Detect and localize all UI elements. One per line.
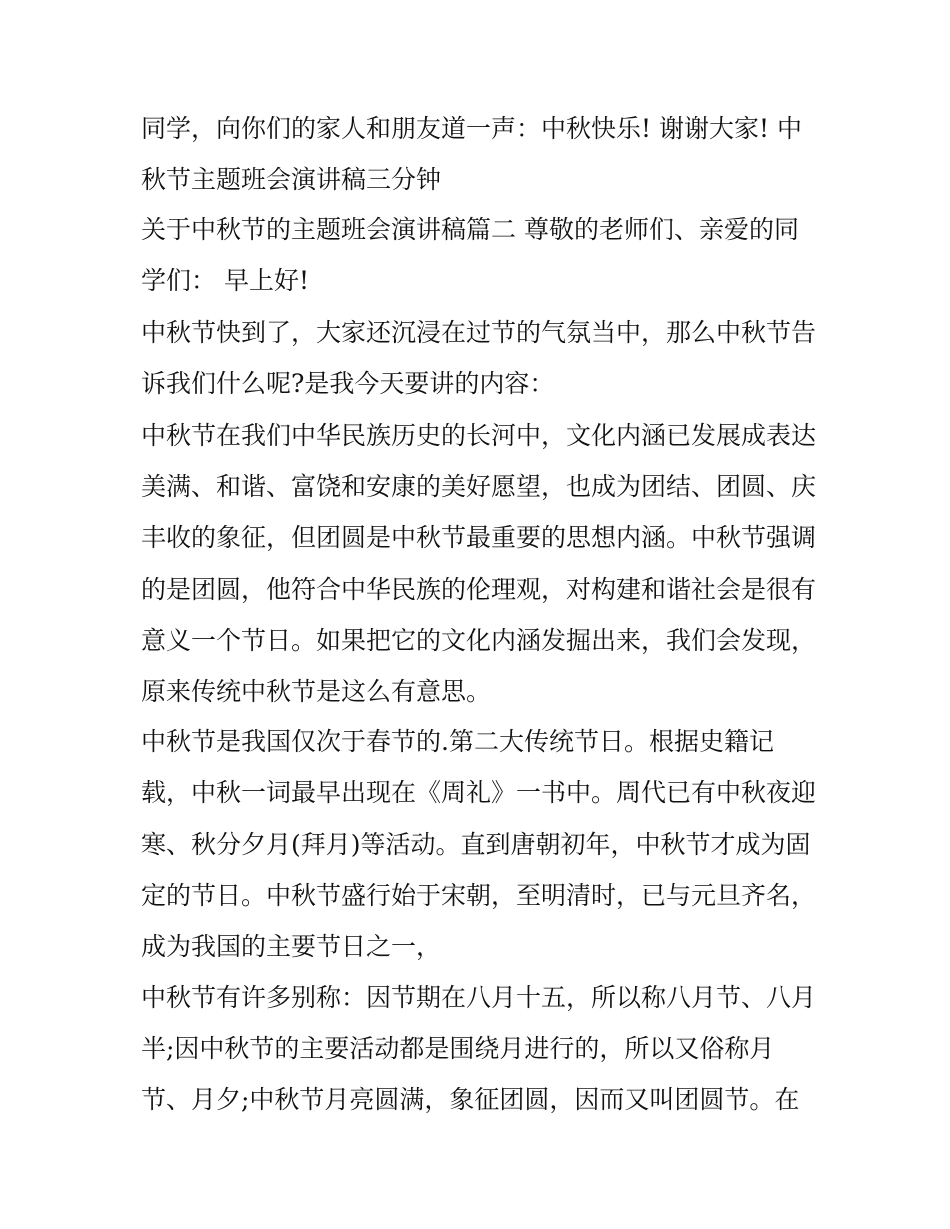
text-line: 定的节日。中秋节盛行始于宋朝，至明清时，已与元旦齐名， (141, 881, 817, 910)
text-line: 秋节主题班会演讲稿三分钟 (141, 165, 442, 194)
text-line: 原来传统中秋节是这么有意思。 (141, 677, 492, 706)
text-line: 寒、秋分夕月(拜月)等活动。直到唐朝初年，中秋节才成为固 (141, 830, 811, 859)
text-line: 半;因中秋节的主要活动都是围绕月进行的，所以又俗称月 (141, 1034, 775, 1063)
text-line: 诉我们什么呢?是我今天要讲的内容： (141, 369, 555, 398)
text-line: 学们： 早上好! (141, 266, 309, 295)
text-line: 丰收的象征，但团圆是中秋节最重要的思想内涵。中秋节强调 (141, 523, 817, 552)
text-line: 中秋节在我们中华民族历史的长河中，文化内涵已发展成表达 (141, 421, 817, 450)
text-line: 节、月夕;中秋节月亮圆满，象征团圆，因而又叫团圆节。在 (141, 1085, 800, 1114)
text-line: 中秋节有许多别称：因节期在八月十五，所以称八月节、八月 (141, 983, 817, 1012)
text-line: 美满、和谐、富饶和安康的美好愿望，也成为团结、团圆、庆 (141, 472, 817, 501)
text-line: 关于中秋节的主题班会演讲稿篇二 尊敬的老师们、亲爱的同 (141, 215, 799, 244)
text-line: 中秋节快到了，大家还沉浸在过节的气氛当中，那么中秋节告 (141, 318, 817, 347)
text-line: 的是团圆，他符合中华民族的伦理观，对构建和谐社会是很有 (141, 575, 817, 604)
text-line: 成为我国的主要节日之一， (141, 932, 442, 961)
text-line: 意义一个节日。如果把它的文化内涵发掘出来，我们会发现， (141, 626, 817, 655)
text-line: 载，中秋一词最早出现在《周礼》一书中。周代已有中秋夜迎 (141, 778, 817, 807)
text-line: 同学，向你们的家人和朋友道一声：中秋快乐! 谢谢大家! 中 (141, 114, 802, 143)
text-line: 中秋节是我国仅次于春节的.第二大传统节日。根据史籍记 (141, 727, 774, 756)
